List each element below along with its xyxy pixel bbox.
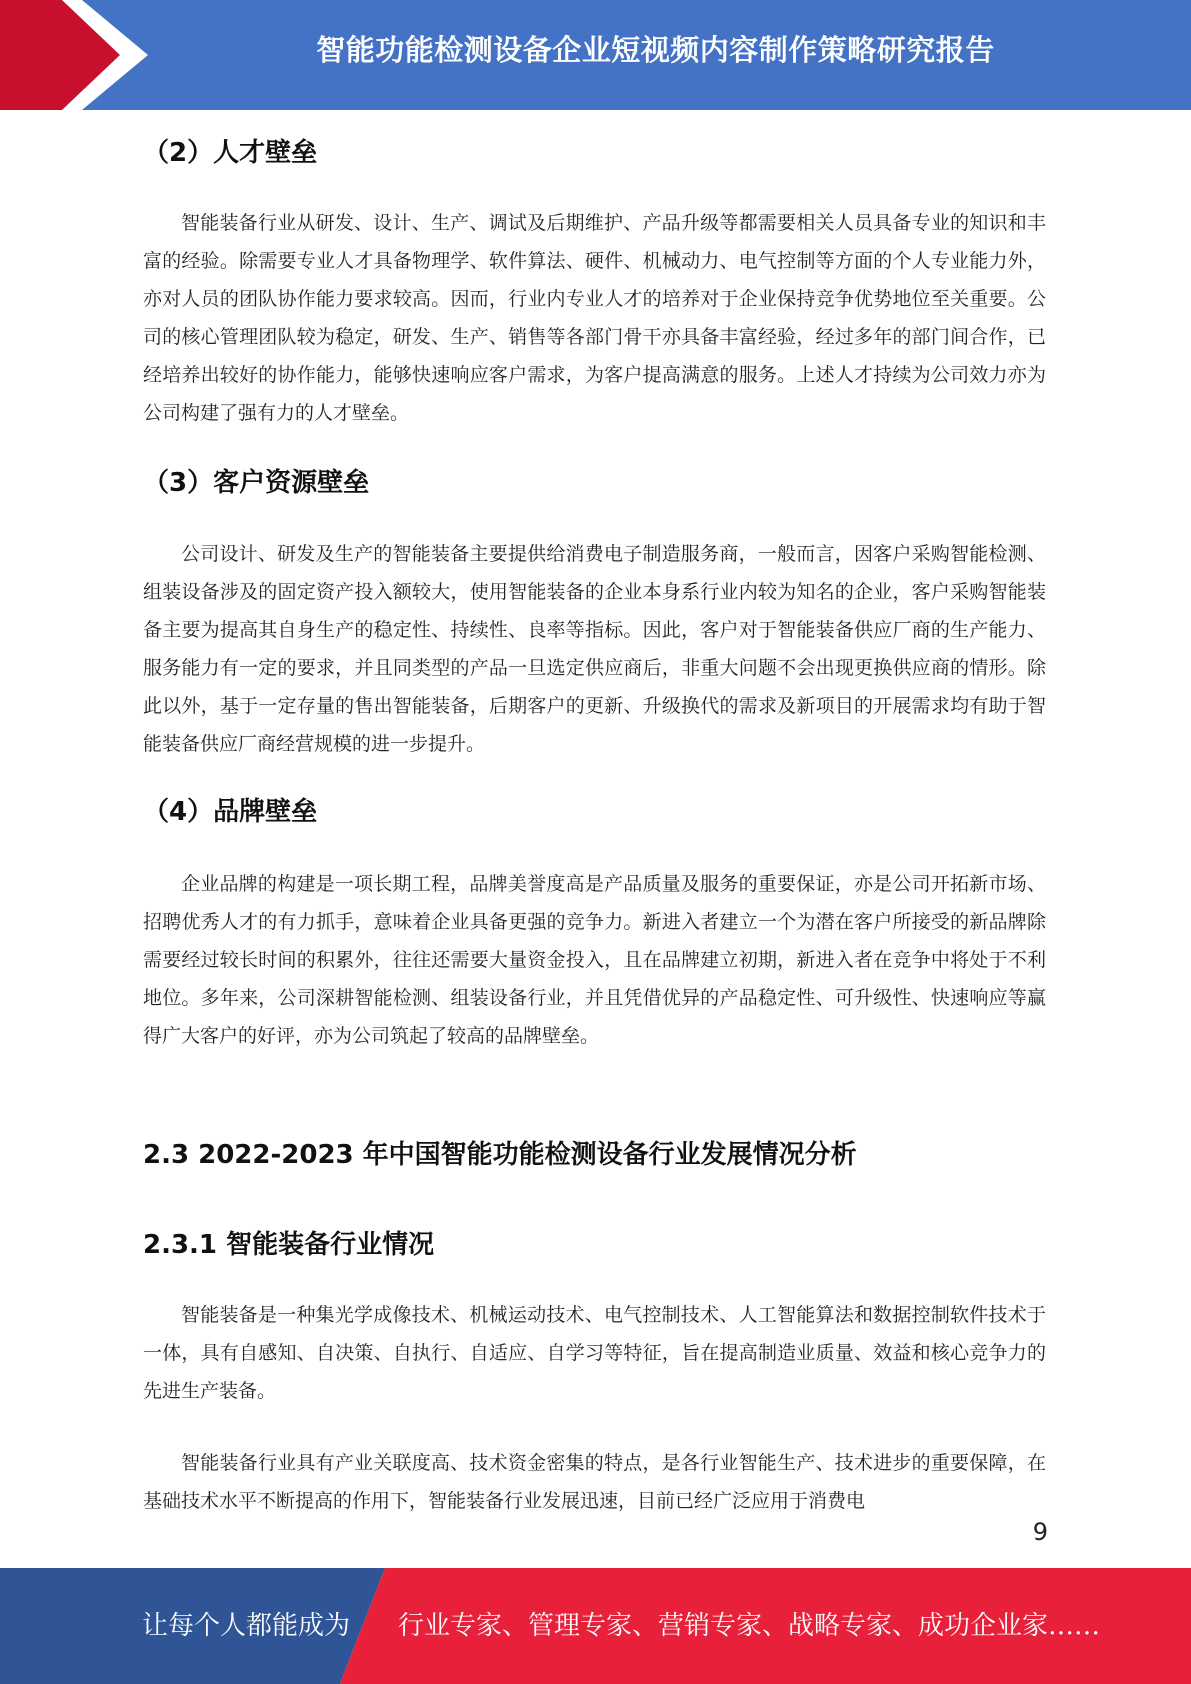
- paragraph-customer-barrier: 公司设计、研发及生产的智能装备主要提供给消费电子制造服务商，一般而言，因客户采购智能检测、组装设备涉及的固定资产投入额较大，使用智能装备的企业本身系行业内较为知名的企业，客户采购智能装备主要为提高其自身生产的稳定性、持续性、良率等指标。因此，客户对于智能装备供应厂商的生产能力、服务能力有一定的要求，并且同类型的产品一旦选定供应商后，非重大问题不会出现更换供应商的情形。除此以外，基于一定存量的售出智能装备，后期客户的更新、升级换代的需求及新项目的开展需求均有助于智能装备供应厂商经营规模的进一步提升。: [143, 543, 1046, 755]
- footer-slogan-left: 让每个人都能成为: [142, 1611, 351, 1641]
- page-number: 9: [1032, 1518, 1048, 1546]
- page-footer: [0, 1568, 1191, 1684]
- subheading-customer-barrier: （3）客户资源壁垒: [143, 468, 370, 498]
- section-heading-2-3-1: 2.3.1 智能装备行业情况: [143, 1230, 435, 1260]
- header-arrow-decoration: [0, 0, 160, 110]
- section-heading-2-3: 2.3 2022-2023 年中国智能功能检测设备行业发展情况分析: [143, 1140, 857, 1170]
- page-header: [0, 0, 1191, 110]
- paragraph-talent-barrier: 智能装备行业从研发、设计、生产、调试及后期维护、产品升级等都需要相关人员具备专业的知识和丰富的经验。除需要专业人才具备物理学、软件算法、硬件、机械动力、电气控制等方面的个人专业能力外，亦对人员的团队协作能力要求较高。因而，行业内专业人才的培养对于企业保持竞争优势地位至关重要。公司的核心管理团队较为稳定，研发、生产、销售等各部门骨干亦具备丰富经验，经过多年的部门间合作，已经培养出较好的协作能力，能够快速响应客户需求，为客户提高满意的服务。上述人才持续为公司效力亦为公司构建了强有力的人才壁垒。: [143, 212, 1046, 424]
- subheading-talent-barrier: （2）人才壁垒: [143, 138, 318, 168]
- subheading-brand-barrier: （4）品牌壁垒: [143, 797, 318, 827]
- paragraph-intelligent-equipment-definition: 智能装备是一种集光学成像技术、机械运动技术、电气控制技术、人工智能算法和数据控制软件技术于一体，具有自感知、自决策、自执行、自适应、自学习等特征，旨在提高制造业质量、效益和核心竞争力的先进生产装备。: [143, 1304, 1046, 1402]
- paragraph-brand-barrier: 企业品牌的构建是一项长期工程，品牌美誉度高是产品质量及服务的重要保证，亦是公司开拓新市场、招聘优秀人才的有力抓手，意味着企业具备更强的竞争力。新进入者建立一个为潜在客户所接受的新品牌除需要经过较长时间的积累外，往往还需要大量资金投入，且在品牌建立初期，新进入者在竞争中将处于不利地位。多年来，公司深耕智能检测、组装设备行业，并且凭借优异的产品稳定性、可升级性、快速响应等赢得广大客户的好评，亦为公司筑起了较高的品牌壁垒。: [143, 873, 1046, 1047]
- footer-slogan-right: 行业专家、管理专家、营销专家、战略专家、成功企业家……: [398, 1611, 1101, 1641]
- header-title: 智能功能检测设备企业短视频内容制作策略研究报告: [316, 33, 995, 67]
- red-arrow-shape: [0, 0, 120, 110]
- paragraph-intelligent-equipment-industry: 智能装备行业具有产业关联度高、技术资金密集的特点，是各行业智能生产、技术进步的重要保障，在基础技术水平不断提高的作用下，智能装备行业发展迅速，目前已经广泛应用于消费电: [143, 1452, 1046, 1512]
